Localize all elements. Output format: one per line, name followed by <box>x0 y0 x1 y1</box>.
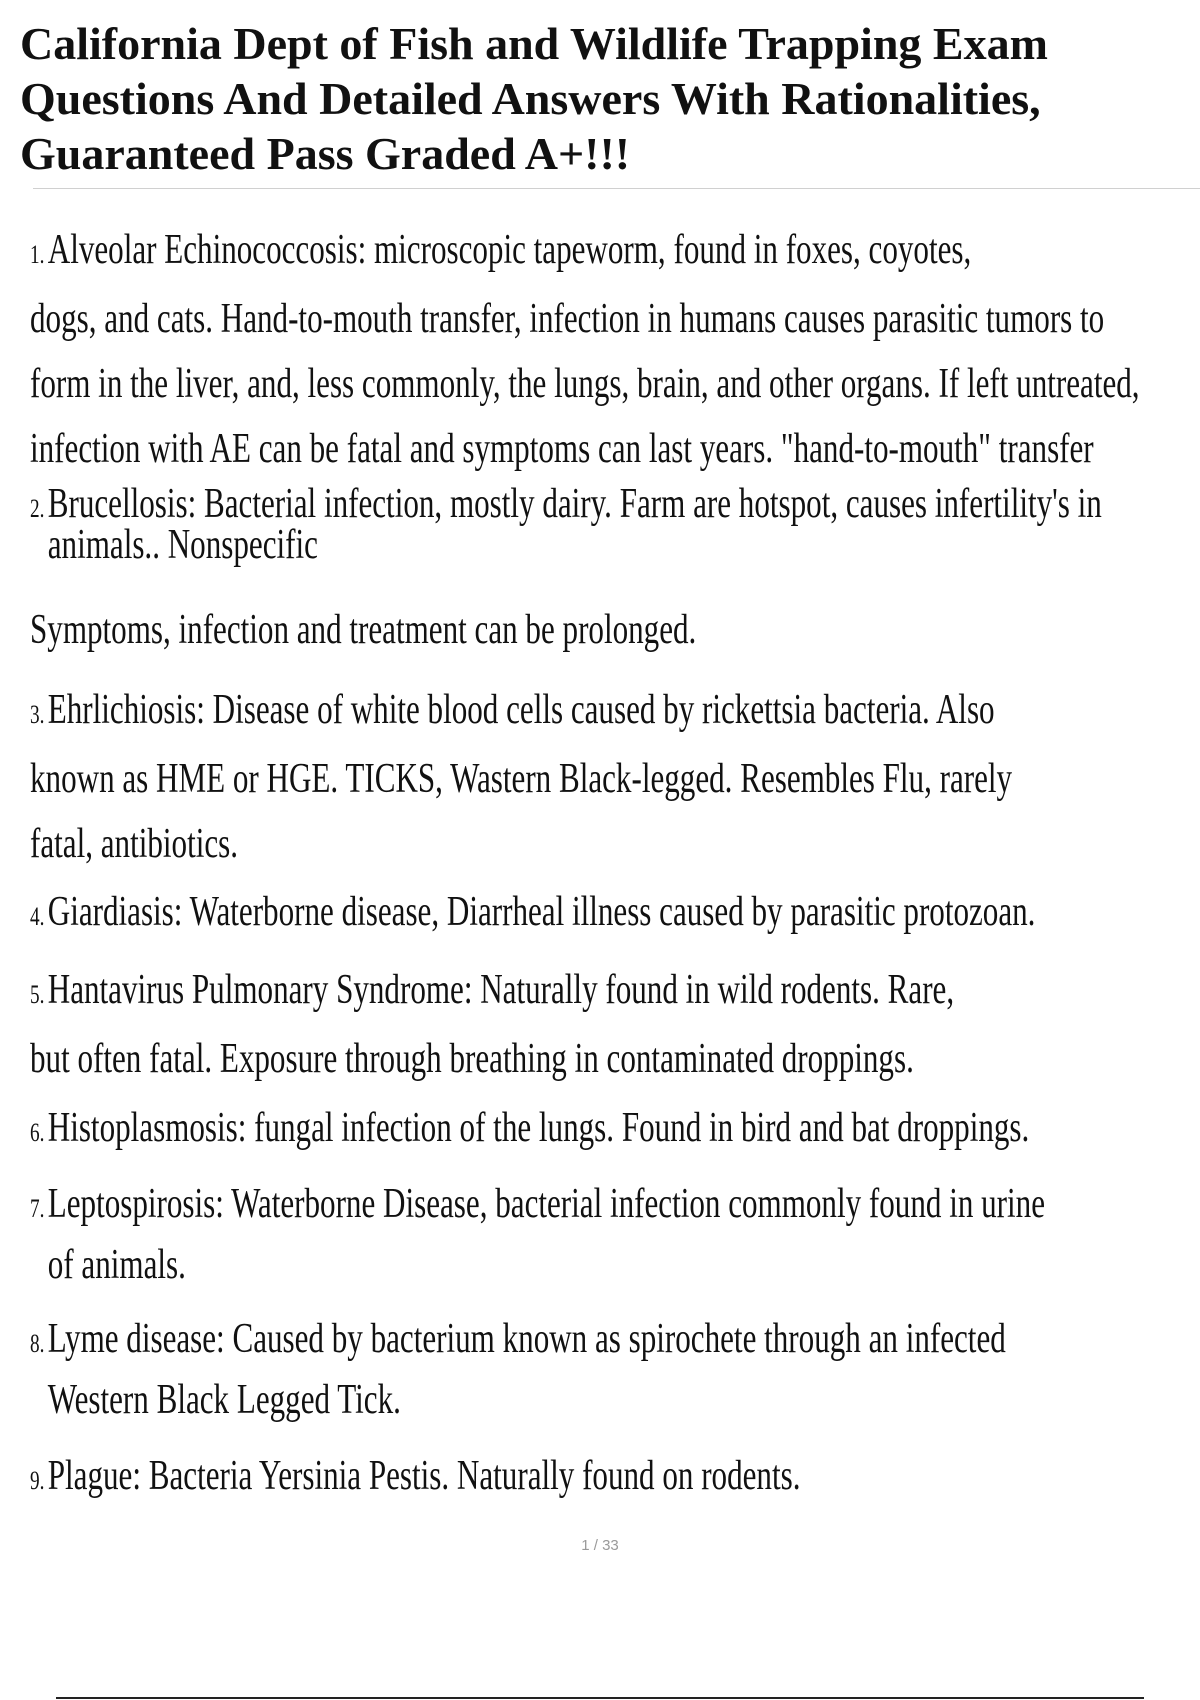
item-line: known as HME or HGE. TICKS, Wastern Black-legged. Resembles Flu, rarely <box>30 756 1013 802</box>
list-item <box>30 218 1140 482</box>
item-number: 5. <box>30 980 45 1009</box>
list-item <box>30 1176 1046 1293</box>
item-line <box>30 882 1036 947</box>
item-text: Leptospirosis: Waterborne Disease, bacterial infection commonly found in urine <box>47 1181 1046 1227</box>
item-number: 2. <box>30 494 45 523</box>
item-line: of animals. <box>47 1242 186 1288</box>
item-number: 3. <box>30 700 45 729</box>
item-line: fatal, antibiotics. <box>30 821 239 867</box>
bottom-divider <box>56 1697 1144 1699</box>
title-divider <box>33 188 1200 189</box>
item-line: form in the liver, and, less commonly, the lungs, brain, and other organs. If left untreated, <box>30 361 1140 407</box>
item-line: dogs, and cats. Hand-to-mouth transfer, infection in humans causes parasitic tumors to <box>30 296 1105 342</box>
list-item <box>30 958 955 1092</box>
item-text: Plague: Bacteria Yersinia Pestis. Naturally found on rodents. <box>47 1453 801 1499</box>
item-number: 4. <box>30 902 45 931</box>
item-text: Lyme disease: Caused by bacterium known as spirochete through an infected <box>47 1316 1006 1362</box>
item-line <box>30 1098 1030 1163</box>
list-item <box>30 481 1102 568</box>
item-line <box>30 678 995 747</box>
item-line <box>30 1176 1046 1237</box>
item-number: 9. <box>30 1466 45 1495</box>
item-line: infection with AE can be fatal and symptoms can last years. "hand-to-mouth" transfer <box>30 426 1094 472</box>
item-line: Symptoms, infection and treatment can be prolonged. <box>30 607 697 653</box>
item-line <box>30 958 955 1027</box>
item-text: Hantavirus Pulmonary Syndrome: Naturally found in wild rodents. Rare, <box>47 967 955 1013</box>
list-item <box>30 882 1036 947</box>
item-number: 1. <box>30 240 45 269</box>
item-line <box>30 481 1102 527</box>
item-number: 8. <box>30 1329 45 1358</box>
item-line <box>30 1311 1006 1372</box>
item-text: Giardiasis: Waterborne disease, Diarrheal illness caused by parasitic protozoan. <box>47 889 1036 935</box>
item-text: Alveolar Echinococcosis: microscopic tapeworm, found in foxes, coyotes, <box>47 227 972 273</box>
item-line <box>30 1446 896 1511</box>
item-text: Ehrlichiosis: Disease of white blood cells caused by rickettsia bacteria. Also <box>47 687 995 733</box>
item-line: Western Black Legged Tick. <box>47 1377 401 1423</box>
page-number: 1 / 33 <box>581 1537 619 1554</box>
document-title: California Dept of Fish and Wildlife Trapping Exam Questions And Detailed Answers With Rationalities, Guaranteed Pass Graded A+!!! <box>20 18 1048 179</box>
item-line: animals.. Nonspecific <box>47 522 318 568</box>
list-item-continuation <box>30 600 896 660</box>
item-text: Histoplasmosis: fungal infection of the lungs. Found in bird and bat droppings. <box>47 1105 1030 1151</box>
item-number: 7. <box>30 1194 45 1223</box>
list-item <box>30 1446 896 1511</box>
item-number: 6. <box>30 1118 45 1147</box>
item-text: Brucellosis: Bacterial infection, mostly dairy. Farm are hotspot, causes infertility's in <box>47 481 1102 527</box>
list-item <box>30 1098 1030 1163</box>
list-item <box>30 678 1013 877</box>
list-item <box>30 1311 1006 1428</box>
item-line: but often fatal. Exposure through breathing in contaminated droppings. <box>30 1036 914 1082</box>
item-line <box>30 218 972 287</box>
